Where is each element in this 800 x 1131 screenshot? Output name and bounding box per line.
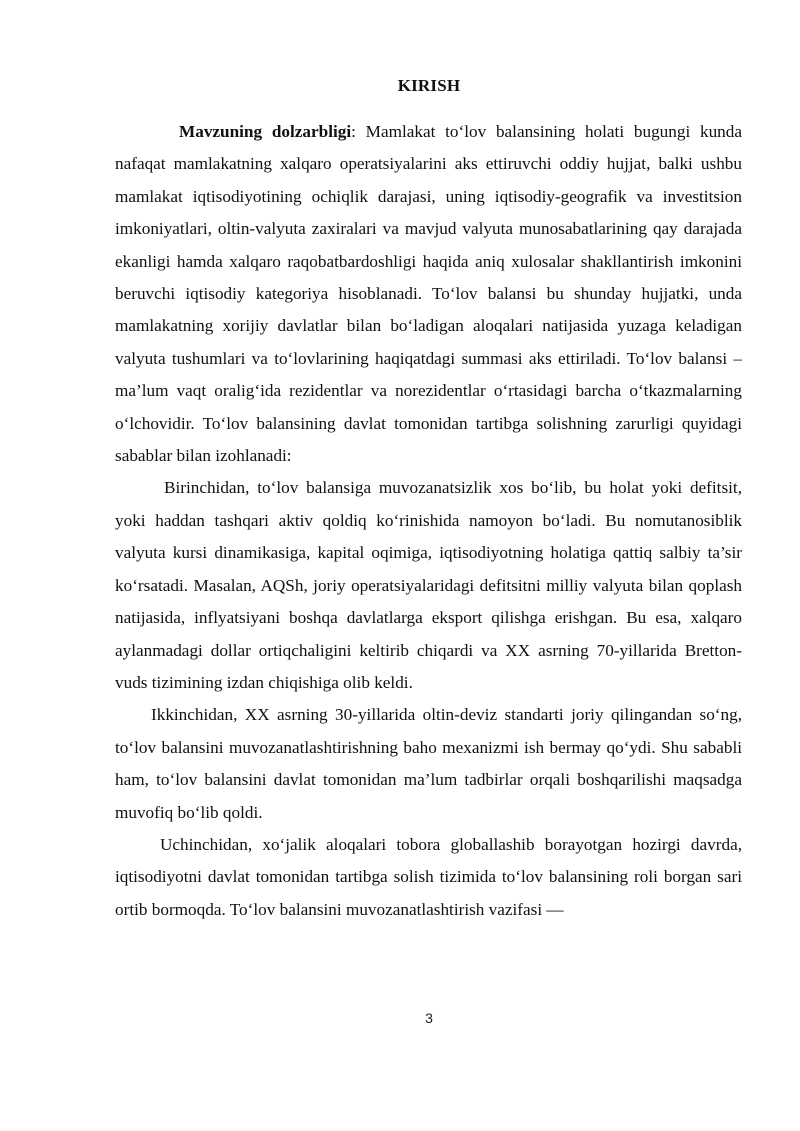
paragraph-relevance xyxy=(115,116,742,472)
paragraph-second: Ikkinchidan, XX asrning 30-yillarida oltin-deviz standarti joriy qilingandan so‘ng, to‘lov balansini muvozanatlashtirishning baho mexanizmi ish bermay qo‘ydi. Shu sababli ham, to‘lov balansini davlat tomonidan ma’lum tadbirlar orqali boshqarilishi maqsadga muvofiq bo‘lib qoldi. xyxy=(115,705,742,822)
relevance-text: : Mamlakat to‘lov balansining holati bugungi kunda nafaqat mamlakatning xalqaro operatsiyalarini aks ettiruvchi oddiy hujjat, balki ushbu mamlakat iqtisodiyotining ochiqlik darajasi, uning iqtisodiy-geografik va investitsion imkoniyatlari, oltin-valyuta zaxiralari va mavjud valyuta munosabatlarining qay darajada ekanligi hamda xalqaro raqobatbardoshligi haqida aniq xulosalar shakllantirish imkonini beruvchi iqtisodiy kategoriya hisoblanadi. To‘lov balansi bu shunday hujjatki, unda mamlakatning xorijiy davlatlar bilan bo‘ladigan aloqalari natijasida yuzaga keladigan valyuta tushumlari va to‘lovlarining haqiqatdagi summasi aks ettiriladi. To‘lov balansi – ma’lum vaqt oralig‘ida rezidentlar va norezidentlar o‘rtasidagi barcha o‘tkazmalarning o‘lchovidir. To‘lov balansining davlat tomonidan tartibga solishning zarurligi quyidagi sabablar bilan izohlanadi: xyxy=(115,122,742,466)
page-number: 3 xyxy=(425,1010,433,1026)
body-text xyxy=(115,116,742,926)
paragraph-third: Uchinchidan, xo‘jalik aloqalari tobora globallashib borayotgan hozirgi davrda, iqtisodiyotni davlat tomonidan tartibga solish tizimida to‘lov balansining roli borgan sari ortib bormoqda. To‘lov balansini muvozanatlashtirish vazifasi — xyxy=(115,834,742,919)
relevance-label: Mavzuning dolzarbligi xyxy=(179,122,352,141)
section-title: KIRISH xyxy=(397,76,461,95)
paragraph-first: Birinchidan, to‘lov balansiga muvozanatsizlik xos bo‘lib, bu holat yoki defitsit, yoki haddan tashqari aktiv qoldiq ko‘rinishida namoyon bo‘ladi. Bu nomutanosiblik valyuta kursi dinamikasiga, kapital oqimiga, iqtisodiyotning holatiga qattiq salbiy ta’sir ko‘rsatadi. Masalan, AQSh, joriy operatsiyalaridagi defitsitni milliy valyuta bilan qoplash natijasida, inflyatsiyani boshqa davlatlarga eksport qilishga erishgan. Bu esa, xalqaro aylanmadagi dollar ortiqchaligini keltirib chiqardi va XX asrning 70-yillarida Bretton- vuds tizimining izdan chiqishiga olib keldi. xyxy=(115,478,742,692)
